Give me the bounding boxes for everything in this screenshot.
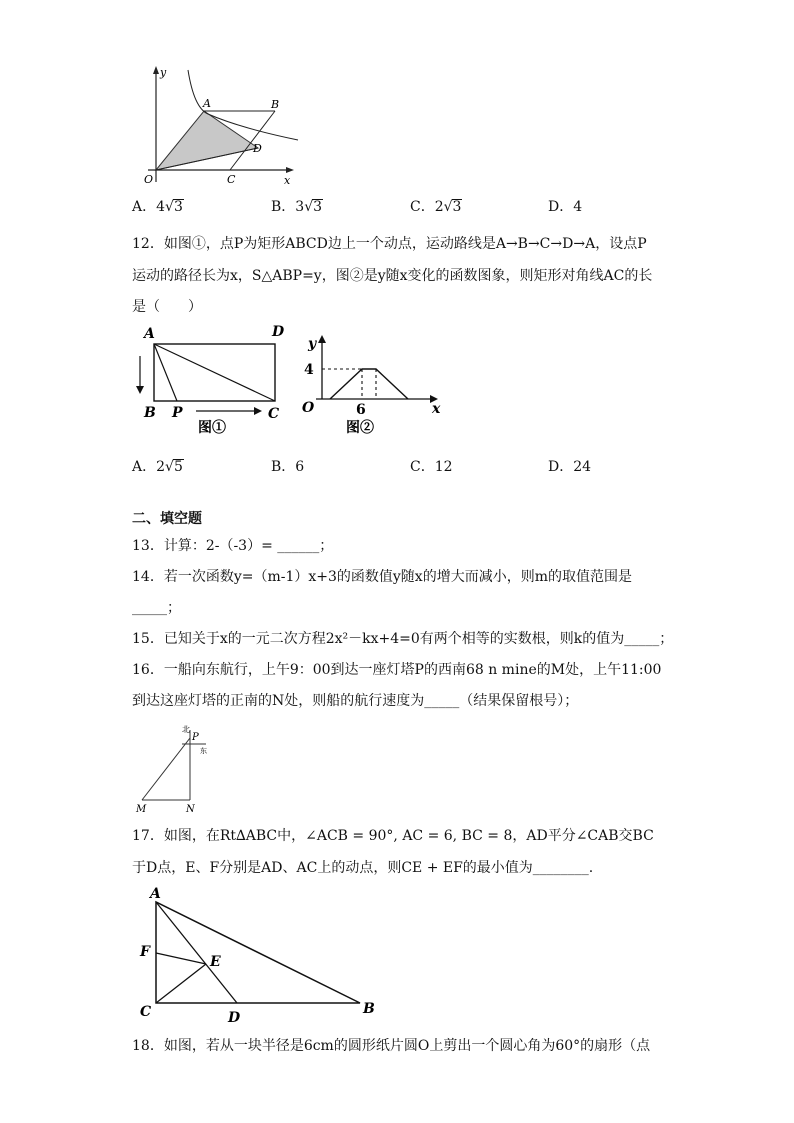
segment-AD: [156, 902, 237, 1003]
q11-option-c[interactable]: [410, 197, 462, 217]
caption-figure-1: 图①: [198, 420, 226, 436]
caption-figure-2: 图②: [346, 420, 374, 436]
right-arrow-head: [254, 407, 262, 415]
q11-option-b[interactable]: [271, 197, 323, 217]
q15: 15．已知关于x的一元二次方程2x²－kx+4=0有两个相等的实数根，则k的值为_____；: [132, 631, 674, 647]
label-P: P: [172, 405, 183, 421]
radicand: 3: [452, 199, 462, 215]
sqrt-symbol: √: [443, 199, 453, 215]
q11-option-a[interactable]: [132, 197, 184, 217]
radicand: 3: [173, 199, 183, 215]
figure-q11: [130, 62, 305, 190]
label-B: B: [144, 405, 156, 421]
shaded-triangle: [156, 111, 258, 170]
section-title-fill-blank: 二、填空题: [132, 511, 202, 527]
label-A: A: [144, 326, 155, 342]
x-axis-arrow: [286, 167, 294, 173]
segment-CE: [156, 964, 206, 1003]
y-axis-arrow: [318, 335, 326, 343]
label-O: O: [144, 173, 154, 186]
segment-PM: [142, 738, 190, 800]
label-C: C: [227, 173, 236, 186]
label-6: 6: [356, 402, 366, 418]
option-a-text: A．4: [132, 199, 166, 215]
q18-line-1: 18．如图，若从一块半径是6cm的圆形纸片圆O上剪出一个圆心角为60°的扇形（点: [132, 1038, 651, 1054]
option-b-text: B．3: [271, 199, 305, 215]
option-c-text: C．2: [410, 199, 444, 215]
q16-line-1: 16．一船向东航行，上午9：00到达一座灯塔P的西南68 n mine的M处，上午11:00: [132, 662, 662, 678]
q12-line-3: 是（ ）: [132, 299, 202, 315]
label-x: x: [432, 401, 441, 417]
label-N: N: [186, 804, 195, 815]
figure-q16: [132, 720, 222, 816]
label-B: B: [363, 1001, 375, 1017]
label-D: D: [272, 324, 285, 340]
triangle-ABC: [156, 902, 360, 1003]
diagonal-AC: [154, 344, 275, 401]
y-axis-arrow: [153, 66, 159, 74]
label-C: C: [140, 1004, 152, 1020]
label-P: P: [192, 732, 199, 743]
label-y: y: [160, 66, 167, 79]
q12-option-b[interactable]: B．6: [271, 459, 305, 475]
q12-option-a[interactable]: [132, 457, 184, 477]
q17-line-1: 17．如图，在Rt∆ABC中，∠ACB = 90°, AC = 6, BC = 8，AD平分∠CAB交BC: [132, 828, 654, 844]
figure-q17: [134, 884, 384, 1026]
figure-q12-graph: [296, 332, 446, 440]
figure-q12-rectangle: [132, 318, 292, 440]
radicand: 5: [173, 459, 183, 475]
radicand: 3: [313, 199, 323, 215]
q12-line-1: 12．如图①，点P为矩形ABCD边上一个动点，运动路线是A→B→C→D→A，设点P: [132, 236, 647, 252]
label-y: y: [308, 336, 317, 352]
sqrt-symbol: √: [165, 199, 174, 215]
q14-line-1: 14．若一次函数y=（m-1）x+3的函数值y随x的增大而减小，则m的取值范围是: [132, 569, 632, 585]
label-north: 北: [182, 725, 190, 734]
down-arrow-head: [136, 386, 144, 394]
q12-line-2: 运动的路径长为x，S△ABP=y，图②是y随x变化的函数图象，则矩形对角线AC的长: [132, 268, 653, 284]
function-graph: [330, 369, 408, 399]
label-O: O: [302, 400, 315, 416]
label-E: E: [210, 954, 221, 970]
q11-option-d[interactable]: D．4: [548, 199, 583, 215]
label-x: x: [284, 174, 291, 187]
label-M: M: [136, 804, 147, 815]
label-east: 东: [200, 747, 207, 755]
q14-line-2: _____；: [132, 600, 181, 616]
option-a-text: A．2: [132, 459, 166, 475]
label-B: B: [271, 98, 280, 111]
label-A: A: [150, 886, 161, 902]
label-A: A: [203, 97, 211, 110]
q13: 13．计算：2-（-3）= ______；: [132, 538, 334, 554]
label-D: D: [253, 142, 262, 155]
label-D: D: [228, 1010, 241, 1026]
label-4: 4: [304, 362, 314, 378]
sqrt-symbol: √: [165, 459, 174, 475]
label-F: F: [140, 944, 150, 960]
sqrt-symbol: √: [304, 199, 314, 215]
label-C: C: [268, 406, 280, 422]
q12-option-d[interactable]: D．24: [548, 459, 592, 475]
q17-line-2: 于D点，E、F分别是AD、AC上的动点，则CE + EF的最小值为________.: [132, 860, 594, 876]
q16-line-2: 到达这座灯塔的正南的N处，则船的航行速度为_____（结果保留根号）；: [132, 693, 579, 709]
q12-option-c[interactable]: C．12: [410, 459, 453, 475]
